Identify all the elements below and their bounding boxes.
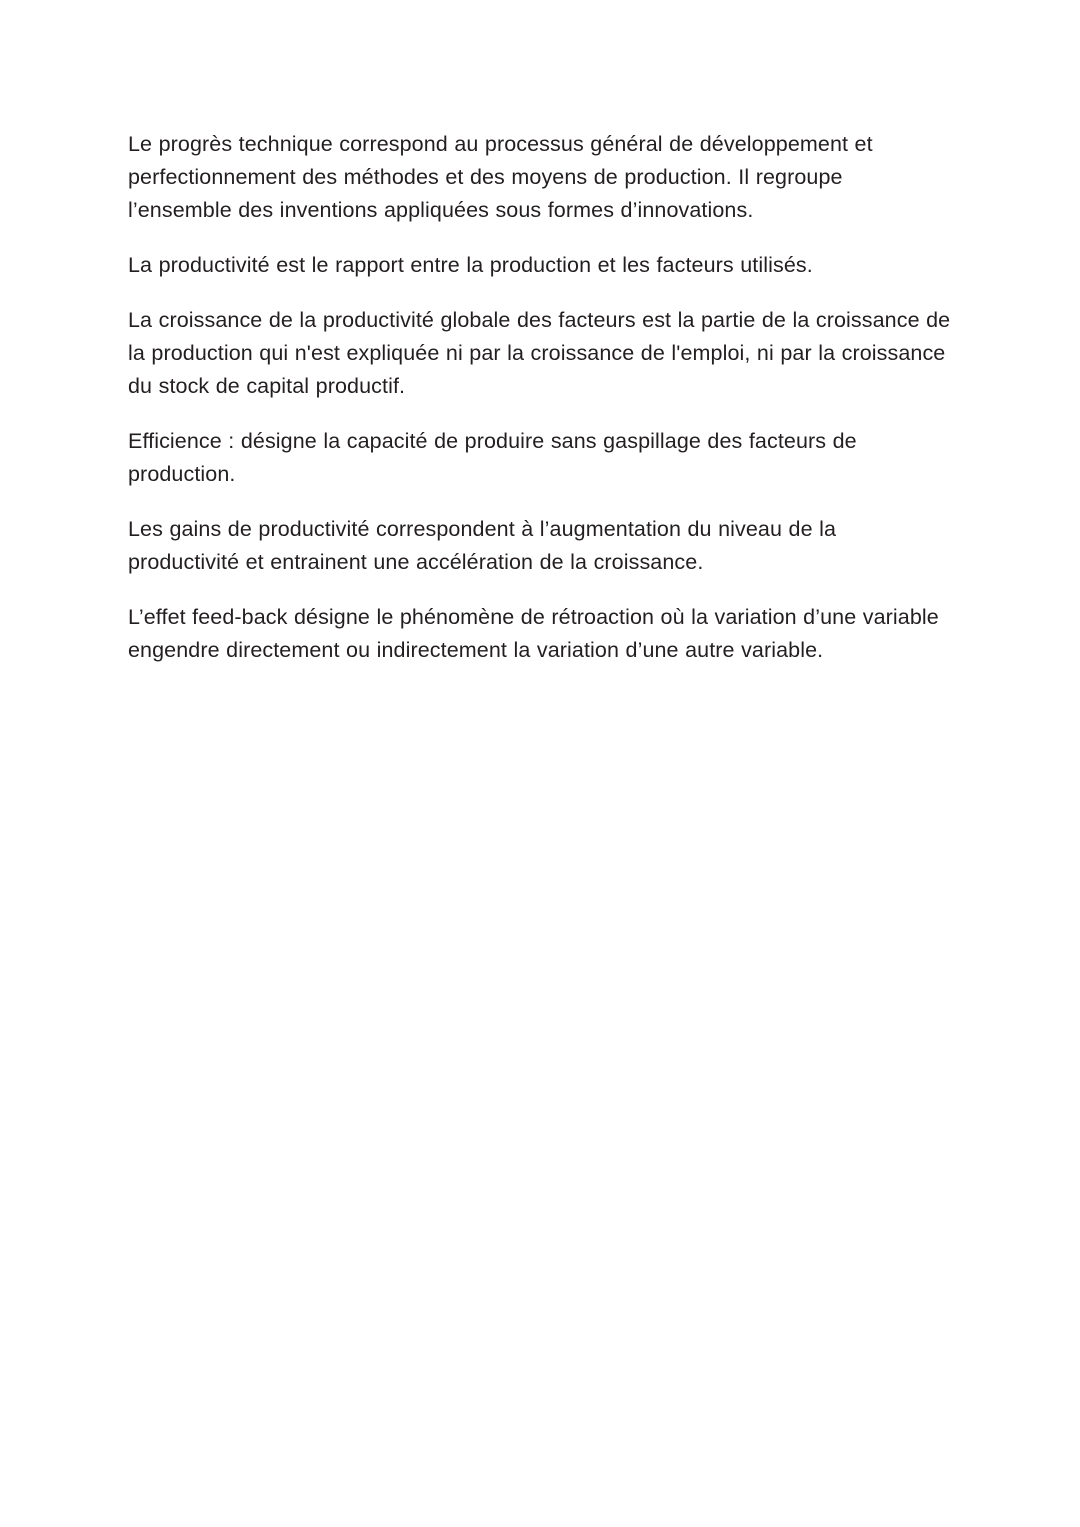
paragraph-gains-de-productivite: Les gains de productivité correspondent à l’augmentation du niveau de la productivité et entrainent une accélération de la croissance.	[128, 517, 837, 574]
paragraph-progres-technique: Le progrès technique correspond au processus général de développement et perfectionnement des méthodes et des moyens de production. Il regroupe l’ensemble des inventions appliquées sous formes d’innovations.	[128, 132, 873, 222]
paragraph-efficience: Efficience : désigne la capacité de produire sans gaspillage des facteurs de production.	[128, 429, 857, 486]
document-text-body	[128, 128, 952, 667]
paragraph-effet-feed-back: L’effet feed-back désigne le phénomène de rétroaction où la variation d’une variable engendre directement ou indirectement la variation d’une autre variable.	[128, 605, 939, 662]
paragraph-croissance-productivite-globale: La croissance de la productivité globale des facteurs est la partie de la croissance de la production qui n'est expliquée ni par la croissance de l'emploi, ni par la croissance du stock de capital productif.	[128, 308, 951, 398]
paragraph-productivite: La productivité est le rapport entre la production et les facteurs utilisés.	[128, 253, 813, 277]
